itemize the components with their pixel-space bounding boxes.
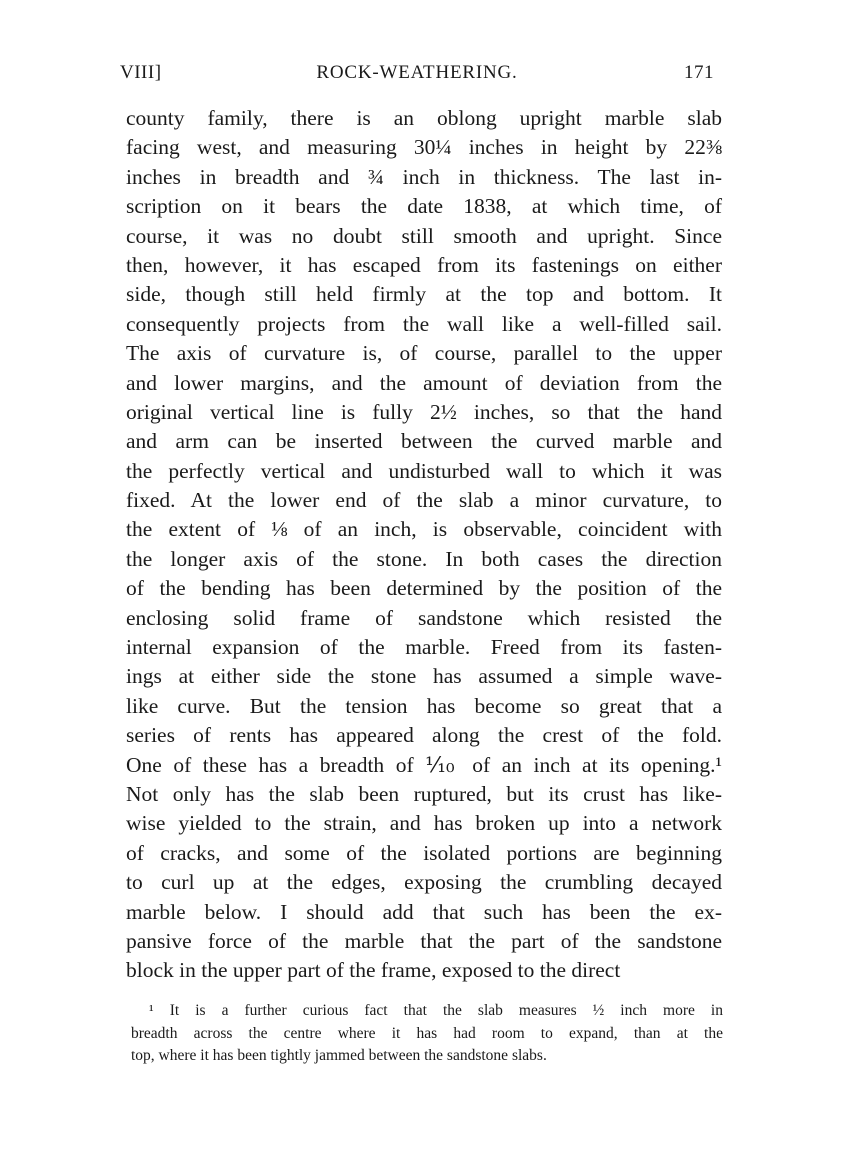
body-text xyxy=(126,104,722,986)
text-line: scription on it bears the date 1838, at which time, of xyxy=(126,194,722,219)
text-line: facing west, and measuring 30¼ inches in height by 22⅜ xyxy=(126,135,722,160)
text-line: like curve. But the tension has become so great that a xyxy=(126,693,722,718)
text-line: The axis of curvature is, of course, parallel to the upper xyxy=(126,341,722,366)
text-line: One of these has a breadth of ⅒ of an inch at its opening.¹ xyxy=(126,752,722,777)
text-line: Not only has the slab been ruptured, but its crust has like- xyxy=(126,781,722,806)
page-header xyxy=(120,60,714,90)
footnote-line: ¹ It is a further curious fact that the slab measures ½ inch more in xyxy=(149,1002,723,1019)
text-line: the extent of ⅛ of an inch, is observable, coincident with xyxy=(126,517,722,542)
text-line: marble below. I should add that such has been the ex- xyxy=(126,899,722,924)
text-line: course, it was no doubt still smooth and upright. Since xyxy=(126,223,722,248)
footnote-line: breadth across the centre where it has had room to expand, than at the xyxy=(131,1024,723,1042)
text-line: block in the upper part of the frame, exposed to the direct xyxy=(126,958,621,983)
text-line: and arm can be inserted between the curved marble and xyxy=(126,429,722,454)
text-line: the perfectly vertical and undisturbed wall to which it was xyxy=(126,458,722,483)
text-line: of the bending has been determined by the position of the xyxy=(126,576,722,601)
text-line: side, though still held firmly at the top and bottom. It xyxy=(126,282,722,307)
text-line: of cracks, and some of the isolated portions are beginning xyxy=(126,840,722,865)
running-title: ROCK-WEATHERING. xyxy=(316,62,518,83)
text-line: fixed. At the lower end of the slab a minor curvature, to xyxy=(126,488,722,513)
text-line: enclosing solid frame of sandstone which resisted the xyxy=(126,605,722,630)
text-line: consequently projects from the wall like a well-filled sail. xyxy=(126,311,722,336)
text-line: then, however, it has escaped from its fastenings on either xyxy=(126,252,722,277)
text-line: the longer axis of the stone. In both cases the direction xyxy=(126,546,722,571)
footnote-line: top, where it has been tightly jammed between the sandstone slabs. xyxy=(131,1047,547,1064)
text-line: wise yielded to the strain, and has broken up into a network xyxy=(126,811,722,836)
text-line: series of rents has appeared along the crest of the fold. xyxy=(126,723,722,748)
text-line: inches in breadth and ¾ inch in thickness. The last in- xyxy=(126,164,722,189)
text-line: internal expansion of the marble. Freed from its fasten- xyxy=(126,635,722,660)
page-number: 171 xyxy=(684,62,714,83)
text-line: to curl up at the edges, exposing the crumbling decayed xyxy=(126,870,722,895)
text-line: pansive force of the marble that the part of the sandstone xyxy=(126,928,722,953)
text-line: and lower margins, and the amount of deviation from the xyxy=(126,370,722,395)
text-line: ings at either side the stone has assumed a simple wave- xyxy=(126,664,722,689)
text-line: county family, there is an oblong upright marble slab xyxy=(126,106,722,130)
chapter-number: VIII] xyxy=(120,62,162,83)
text-line: original vertical line is fully 2½ inches, so that the hand xyxy=(126,399,722,424)
footnote xyxy=(131,1000,723,1068)
